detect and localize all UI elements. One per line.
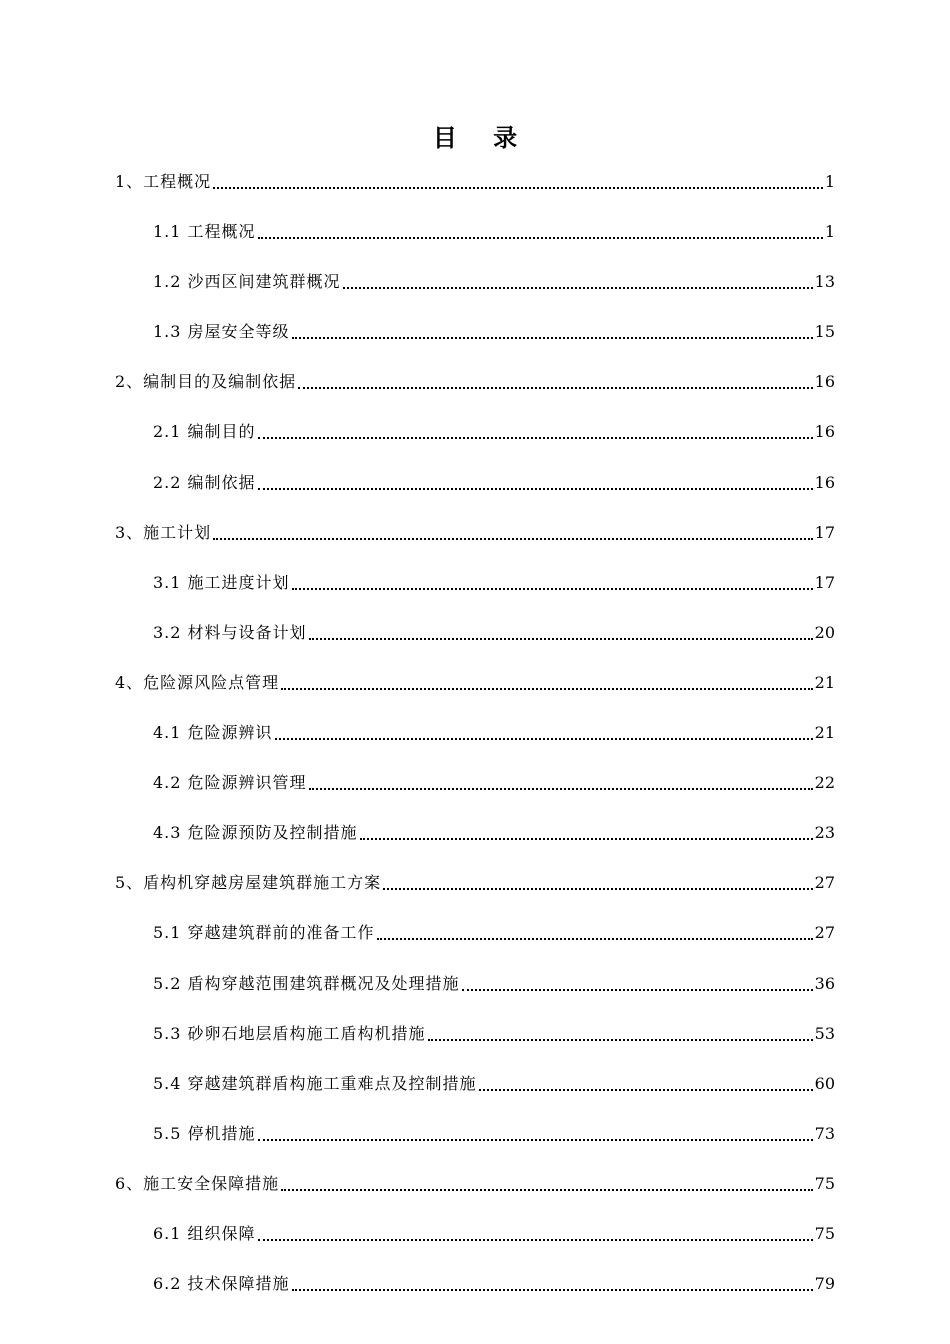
dot-leader [479, 1070, 813, 1091]
toc-entry-title: 5.3 砂卵石地层盾构施工盾构机措施 [153, 1023, 426, 1043]
toc-entry-title: 2、编制目的及编制依据 [115, 372, 297, 392]
page-title: 目 录 [432, 124, 532, 152]
toc-entry-title: 6.2 技术保障措施 [153, 1274, 290, 1294]
toc-section-entry[interactable] [0, 569, 950, 619]
toc-section-entry[interactable] [0, 719, 950, 769]
toc-entry-title: 6、施工安全保障措施 [115, 1173, 280, 1193]
dot-leader [281, 669, 812, 690]
toc-page-number: 27 [814, 873, 835, 893]
toc-page-number: 36 [814, 973, 835, 993]
dot-leader [298, 368, 812, 389]
toc-section-entry[interactable] [0, 268, 950, 318]
toc-entry-title: 1.1 工程概况 [153, 222, 256, 242]
toc-page-number: 53 [814, 1023, 835, 1043]
toc-entry-title: 6.1 组织保障 [153, 1223, 256, 1243]
toc-section-entry[interactable] [0, 1270, 950, 1320]
toc-chapter-entry[interactable] [0, 869, 950, 919]
dot-leader [258, 1220, 813, 1241]
toc-entry-title: 1.2 沙西区间建筑群概况 [153, 272, 341, 292]
toc-page-number: 27 [814, 923, 835, 943]
dot-leader [343, 268, 813, 289]
toc-page-number: 16 [814, 422, 835, 442]
toc-entry-title: 3.1 施工进度计划 [153, 572, 290, 592]
dot-leader [213, 168, 823, 189]
toc-entry-title: 4.2 危险源辨识管理 [153, 773, 307, 793]
toc-section-entry[interactable] [0, 819, 950, 869]
dot-leader [258, 218, 823, 239]
toc-section-entry[interactable] [0, 1020, 950, 1070]
toc-page-number: 21 [814, 723, 835, 743]
toc-section-entry[interactable] [0, 919, 950, 969]
toc-page-number: 75 [814, 1173, 835, 1193]
dot-leader [383, 869, 812, 890]
toc-section-entry[interactable] [0, 418, 950, 468]
toc-entry-title: 4.1 危险源辨识 [153, 723, 273, 743]
toc-page-number: 17 [814, 522, 835, 542]
toc-entry-title: 4、危险源风险点管理 [115, 672, 280, 692]
toc-page-number: 21 [814, 672, 835, 692]
toc-page-number: 20 [814, 622, 835, 642]
toc-entry-title: 5.2 盾构穿越范围建筑群概况及处理措施 [153, 973, 460, 993]
dot-leader [377, 919, 813, 940]
toc-section-entry[interactable] [0, 469, 950, 519]
toc-section-entry[interactable] [0, 769, 950, 819]
toc-entry-title: 3、施工计划 [115, 522, 212, 542]
dot-leader [462, 970, 813, 991]
toc-entry-title: 5.1 穿越建筑群前的准备工作 [153, 923, 375, 943]
dot-leader [258, 469, 813, 490]
toc-section-entry[interactable] [0, 970, 950, 1020]
toc-page-number: 13 [814, 272, 835, 292]
toc-entry-title: 1.3 房屋安全等级 [153, 322, 290, 342]
toc-page-number: 16 [814, 372, 835, 392]
dot-leader [275, 719, 813, 740]
toc-section-entry[interactable] [0, 1220, 950, 1270]
toc-chapter-entry[interactable] [0, 1170, 950, 1220]
toc-entry-title: 1、工程概况 [115, 172, 212, 191]
toc-page-number: 23 [814, 823, 835, 843]
dot-leader [281, 1170, 812, 1191]
toc-section-entry[interactable] [0, 1120, 950, 1170]
dot-leader [360, 819, 813, 840]
toc-chapter-entry[interactable] [0, 368, 950, 418]
table-of-contents [0, 168, 950, 1320]
toc-page-number: 79 [814, 1274, 835, 1294]
dot-leader [292, 318, 813, 339]
dot-leader [292, 569, 813, 590]
dot-leader [258, 1120, 813, 1141]
toc-page-number: 60 [814, 1073, 835, 1093]
toc-page-number: 17 [814, 572, 835, 592]
toc-chapter-entry[interactable] [0, 168, 950, 218]
toc-page-number: 1 [824, 172, 835, 191]
toc-page-number: 1 [824, 222, 835, 242]
toc-section-entry[interactable] [0, 218, 950, 268]
dot-leader [258, 418, 813, 439]
toc-page-number: 15 [814, 322, 835, 342]
toc-entry-title: 5.5 停机措施 [153, 1123, 256, 1143]
toc-page-number: 73 [814, 1123, 835, 1143]
toc-page-number: 75 [814, 1223, 835, 1243]
dot-leader [428, 1020, 813, 1041]
toc-chapter-entry[interactable] [0, 519, 950, 569]
toc-page-number: 16 [814, 472, 835, 492]
dot-leader [309, 769, 813, 790]
toc-entry-title: 2.1 编制目的 [153, 422, 256, 442]
toc-section-entry[interactable] [0, 1070, 950, 1120]
toc-entry-title: 2.2 编制依据 [153, 472, 256, 492]
dot-leader [213, 519, 812, 540]
dot-leader [309, 619, 813, 640]
toc-chapter-entry[interactable] [0, 669, 950, 719]
toc-entry-title: 5、盾构机穿越房屋建筑群施工方案 [115, 873, 382, 893]
toc-page-number: 22 [814, 773, 835, 793]
toc-entry-title: 4.3 危险源预防及控制措施 [153, 823, 358, 843]
toc-entry-title: 3.2 材料与设备计划 [153, 622, 307, 642]
toc-section-entry[interactable] [0, 318, 950, 368]
dot-leader [292, 1270, 813, 1291]
toc-section-entry[interactable] [0, 619, 950, 669]
toc-entry-title: 5.4 穿越建筑群盾构施工重难点及控制措施 [153, 1073, 477, 1093]
